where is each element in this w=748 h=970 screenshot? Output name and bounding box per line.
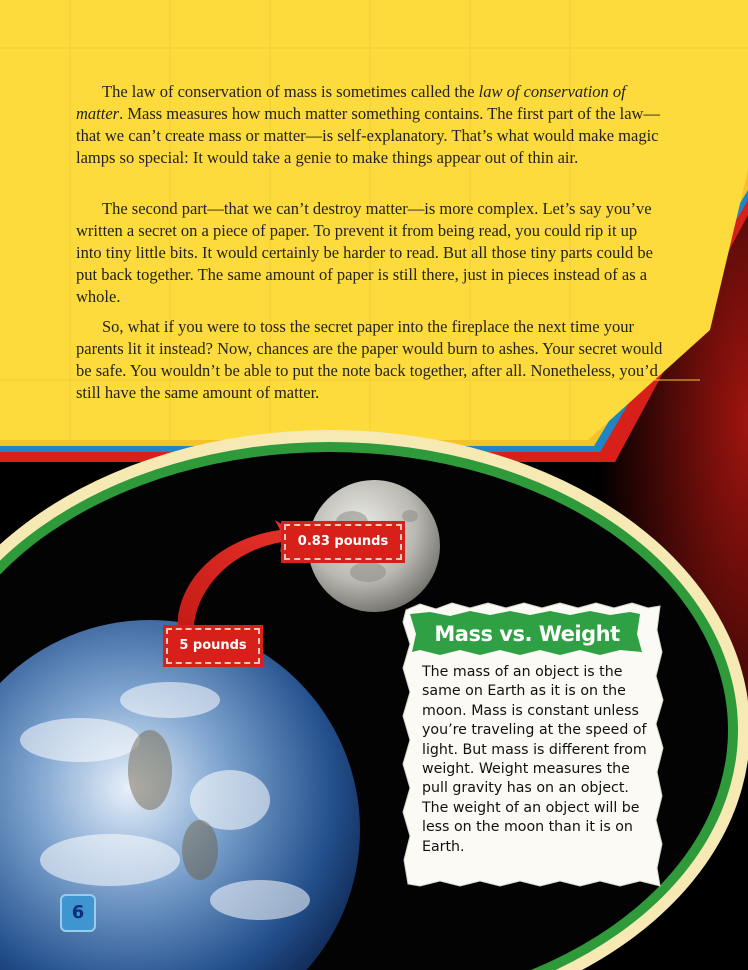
sidebar-title: Mass vs. Weight	[434, 622, 620, 646]
paragraph-1-emphasis: law of conservation of matter	[76, 82, 626, 123]
sidebar-text: The mass of an object is the same on Earth as it is on the moon. Mass is constant unless you’re traveling at the speed of light. But mass is different from weight. Weight measures the pull gravity has on an object. The weight of an object will be less on the moon than it is on Earth.	[422, 664, 647, 855]
paragraph-2: The second part—that we can’t destroy matter—is more complex. Let’s say you’ve written a secret on a piece of paper. To prevent it from being read, you could rip it up into tiny little bits. It would certainly be harder to read. But all those tiny parts could be put back together. The same amount of paper is still there, just in pieces instead of as a whole.	[76, 199, 653, 306]
paragraph-1	[76, 81, 666, 169]
earth-weight-label: 5 pounds	[166, 628, 260, 664]
paragraph-3: So, what if you were to toss the secret paper into the fireplace the next time your parents lit it instead? Now, chances are the paper would burn to ashes. Your secret would be safe. You wouldn’t be able to put the note back together, after all. Nonetheless, you’d still have the same amount of matter.	[76, 317, 663, 402]
sidebar-note	[404, 603, 664, 887]
page-number: 6	[60, 894, 96, 932]
paragraph-1-text-end: . Mass measures how much matter something contains. The first part of the law—that we can’t create mass or matter—is self-explanatory. That’s what would make magic lamps so special: It would take a genie to make things appear out of thin air.	[76, 104, 660, 167]
moon-weight-label: 0.83 pounds	[284, 524, 402, 560]
paragraph-1-text: The law of conservation of mass is sometimes called the	[102, 82, 479, 101]
